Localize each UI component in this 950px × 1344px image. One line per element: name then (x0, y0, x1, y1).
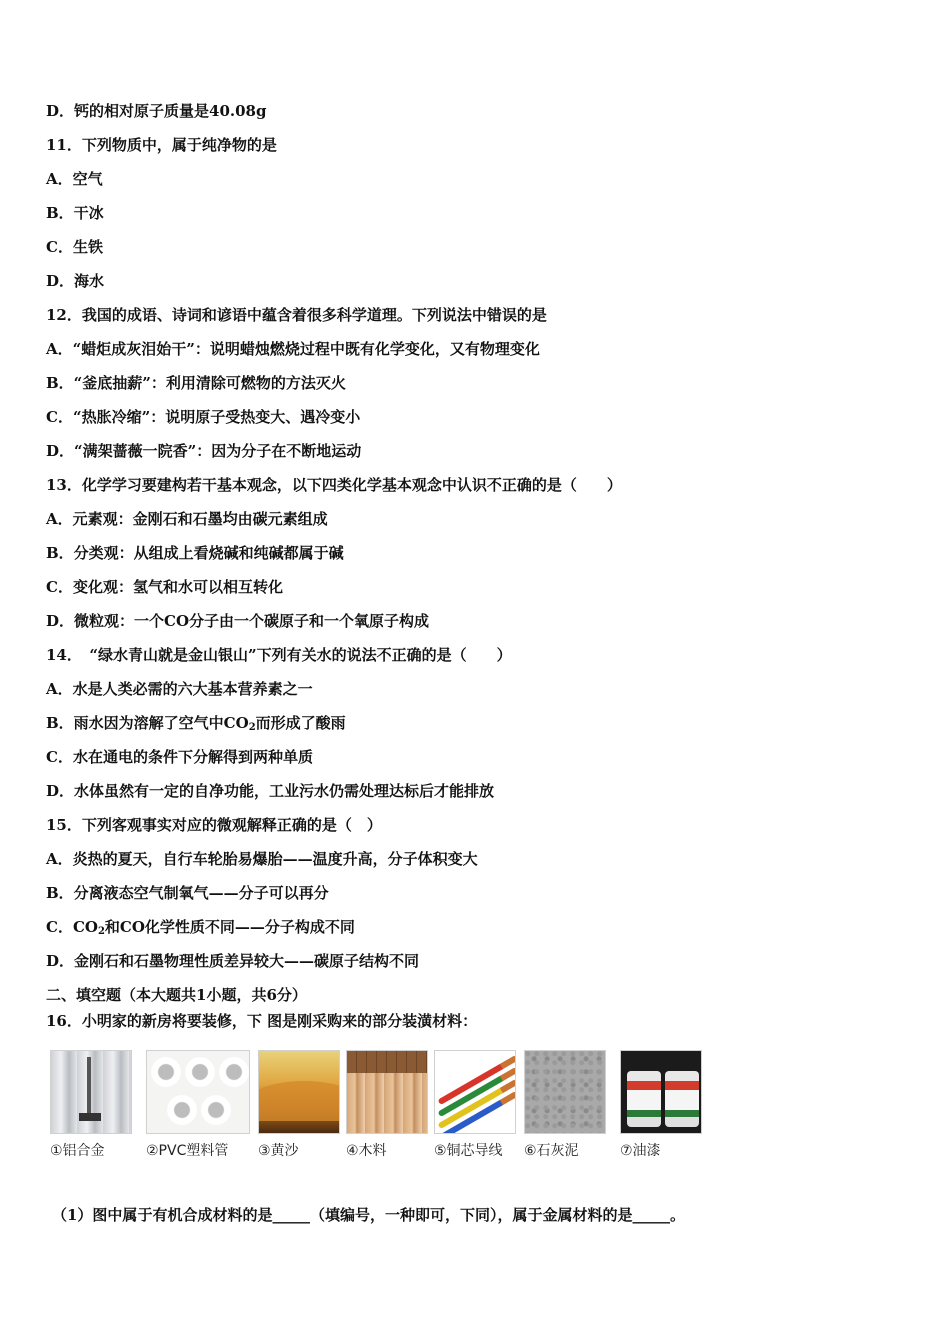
q15-option-c-pre: C．CO (46, 918, 98, 936)
q13-option-b: B．分类观：从组成上看烧碱和纯碱都属于碱 (46, 544, 344, 562)
material-item (146, 1050, 250, 1160)
q15-option-c-post: 和CO化学性质不同——分子构成不同 (104, 918, 355, 936)
q15-option-c (46, 917, 355, 942)
q14-option-a: A．水是人类必需的六大基本营养素之一 (46, 680, 313, 698)
material-label: ③黄沙 (258, 1143, 299, 1159)
q16-stem: 16．小明家的新房将要装修，下 图是刚采购来的部分装潢材料： (46, 1012, 478, 1030)
q14-stem: 14． “绿水青山就是金山银山”下列有关水的说法不正确的是（ ） (46, 646, 512, 664)
material-item (620, 1050, 702, 1160)
material-item (50, 1050, 132, 1160)
q16-part-1: （1）图中属于有机合成材料的是_____（填编号，一种即可，下同），属于金属材料的是_____。 (52, 1206, 685, 1224)
q14-option-b-subscript: 2 (248, 722, 256, 733)
q10-option-d: D．钙的相对原子质量是40.08g (46, 102, 267, 120)
q11-stem: 11．下列物质中，属于纯净物的是 (46, 136, 277, 154)
q11-option-c: C．生铁 (46, 238, 103, 256)
q14-option-b (46, 713, 346, 738)
q15-stem: 15．下列客观事实对应的微观解释正确的是（ ） (46, 816, 382, 834)
materials-figure (50, 1050, 710, 1165)
sand-dunes-image (258, 1050, 340, 1134)
lumber-image (346, 1050, 428, 1134)
paint-cans-image (620, 1050, 702, 1134)
q15-option-c-subscript: 2 (97, 926, 105, 937)
section-2-heading: 二、填空题（本大题共1小题，共6分） (46, 986, 307, 1004)
q13-option-a: A．元素观：金刚石和石墨均由碳元素组成 (46, 510, 328, 528)
material-label: ①铝合金 (50, 1143, 105, 1159)
material-label: ②PVC塑料管 (146, 1143, 229, 1159)
material-label: ⑤铜芯导线 (434, 1143, 503, 1159)
q12-stem: 12．我国的成语、诗词和谚语中蕴含着很多科学道理。下列说法中错误的是 (46, 306, 547, 324)
q11-option-a: A．空气 (46, 170, 103, 188)
q15-option-a: A．炎热的夏天，自行车轮胎易爆胎——温度升高，分子体积变大 (46, 850, 478, 868)
aluminum-panel-image (50, 1050, 132, 1134)
q15-option-d: D．金刚石和石墨物理性质差异较大——碳原子结构不同 (46, 952, 420, 970)
pvc-pipes-image (146, 1050, 250, 1134)
q14-option-b-post: 而形成了酸雨 (255, 714, 346, 732)
material-label: ⑦油漆 (620, 1143, 661, 1159)
lime-plaster-image (524, 1050, 606, 1134)
q13-stem: 13．化学学习要建构若干基本观念，以下四类化学基本观念中认识不正确的是（ ） (46, 476, 622, 494)
material-item (258, 1050, 340, 1160)
material-label: ④木料 (346, 1143, 387, 1159)
q12-option-d: D．“满架蔷薇一院香”：因为分子在不断地运动 (46, 442, 362, 460)
q12-option-a: A．“蜡炬成灰泪始干”：说明蜡烛燃烧过程中既有化学变化，又有物理变化 (46, 340, 540, 358)
material-item (346, 1050, 428, 1160)
q13-option-d: D．微粒观：一个CO分子由一个碳原子和一个氧原子构成 (46, 612, 430, 630)
material-item (434, 1050, 516, 1160)
q14-option-d: D．水体虽然有一定的自净功能，工业污水仍需处理达标后才能排放 (46, 782, 495, 800)
q15-option-b: B．分离液态空气制氧气——分子可以再分 (46, 884, 329, 902)
q12-option-c: C．“热胀冷缩”：说明原子受热变大、遇冷变小 (46, 408, 361, 426)
copper-wire-image (434, 1050, 516, 1134)
q13-option-c: C．变化观：氢气和水可以相互转化 (46, 578, 283, 596)
q12-option-b: B．“釜底抽薪”：利用清除可燃物的方法灭火 (46, 374, 346, 392)
material-item (524, 1050, 606, 1160)
q14-option-b-pre: B．雨水因为溶解了空气中CO (46, 714, 249, 732)
q11-option-b: B．干冰 (46, 204, 104, 222)
q14-option-c: C．水在通电的条件下分解得到两种单质 (46, 748, 313, 766)
material-label: ⑥石灰泥 (524, 1143, 579, 1159)
q11-option-d: D．海水 (46, 272, 105, 290)
